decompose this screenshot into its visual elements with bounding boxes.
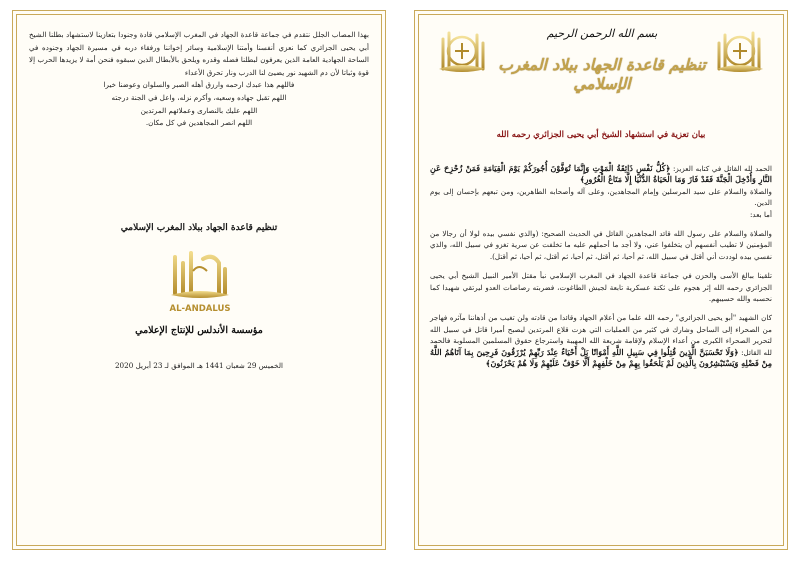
dua-line-3: اللهم عليك بالنصارى وعملائهم المرتدين — [140, 105, 258, 115]
document-page-right — [414, 10, 788, 550]
intro-text: الحمد لله القائل في كتابه العزيز: — [672, 164, 772, 173]
organization-signature: تنظيم قاعدة الجهاد ببلاد المغرب الإسلامي — [120, 223, 278, 233]
basmala: بسم الله الرحمن الرحيم — [546, 27, 658, 40]
statement-title: بيان تعزية في استشهاد الشيخ أبي يحيى الجزائري رحمه الله — [496, 129, 706, 139]
right-page-body — [430, 163, 772, 378]
biography-block — [430, 312, 772, 369]
news-paragraph: تلقينا ببالغ الأسى والحزن في جماعة قاعدة الجهاد في المغرب الإسلامي نبأ مقتل الأمير النبيل الشيخ أبي يحيى الجزائري رحمه الله إثر هجوم على ثكنة عسكرية تابعة لجيش الطاغوت، فضربته رصاصات العدو ليرتقي شهيدا كما نحسبه والله حسيبهم. — [430, 271, 772, 304]
statement-date: الخميس 29 شعبان 1441 هـ الموافق لـ 23 أبريل 2020 — [114, 361, 284, 370]
intro-block — [430, 163, 772, 220]
quran-verse-1: ﴿كُلُّ نَفْسٍ ذَائِقَةُ الْمَوْتِ وَإِنَّمَا تُوَفَّوْنَ أُجُورَكُمْ يَوْمَ الْقِيَامَةِ فَمَنْ زُحْزِحَ عَنِ النَّارِ وَأُدْخِلَ الْجَنَّةَ فَقَدْ فَازَ وَمَا الْحَيَاةُ الدُّنْيَا إِلَّا مَتَاعُ الْغُرُورِ﴾ — [430, 163, 772, 185]
condolence-paragraph: بهذا المصاب الجلل نتقدم في جماعة قاعدة الجهاد في المغرب الإسلامي قادة وجنودا بتعازينا لاستشهاد بطلنا الشيخ أبي يحيى الجزائري كما نعزي أنفسنا وأمتنا الإسلامية وسائر إخواننا ورفقاء دربه في مسيرة الجهاد وجنوده في الساحة الجهادية العامة الذين يعرفون لبطلنا فضله وقدره ويلحق بالأبطال الذين سبقوه فنحن أمة لا يزيدها الحرب إلا قوة وثباتا لأن دم الشهيد نور يضيئ لنا الدرب ونار تحرق الأعداء — [29, 30, 369, 77]
media-foundation-name: مؤسسة الأندلس للإنتاج الإعلامي — [135, 325, 263, 336]
quran-verse-2: ﴿وَلَا تَحْسَبَنَّ الَّذِينَ قُتِلُوا فِي سَبِيلِ اللَّهِ أَمْوَاتًا بَلْ أَحْيَاءٌ عِنْدَ رَبِّهِمْ يُرْزَقُونَ فَرِحِينَ بِمَا آتَاهُمُ اللَّهُ مِنْ فَضْلِهِ وَيَسْتَبْشِرُونَ بِالَّذِينَ لَمْ يَلْحَقُوا بِهِمْ مِنْ خَلْفِهِمْ أَلَّا خَوْفٌ عَلَيْهِمْ وَلَا هُمْ يَحْزَنُونَ﴾ — [430, 346, 772, 369]
al-andalus-logo — [163, 249, 237, 319]
al-andalus-logo-text: AL-ANDALUS — [169, 304, 231, 314]
amma-baad-text: أما بعد: — [750, 209, 772, 219]
left-page-body — [29, 29, 369, 130]
biography-text: كان الشهيد "أبو يحيى الجزائري" رحمه الله علما من أعلام الجهاد وقائدا من قادته ولن تغيب من أذهاننا مآثره فهاجر من الصحراء إلى الساحل وشارك في كثير من العمليات التي هزت قلاع المرتدين ليصبح أميرا قاتل في سبيل الله لتحرير الصحراء الكبرى من أعداء الإسلام ولإقامة شريعة الله المهيبة واسترجاع حقوق المسلمين المسلوبة فالحمد لله القائل: — [430, 313, 772, 357]
organization-banner: تنظيم قاعدة الجهاد ببلاد المغرب الإسلامي — [498, 55, 706, 93]
dua-line-2: اللهم تقبل جهاده وسعيه، وأكرم نزله، واعل في الجنة درجته — [111, 92, 287, 102]
document-page-left — [12, 10, 386, 550]
dua-line-4: اللهم انصر المجاهدين في كل مكان. — [145, 118, 253, 128]
salutation-text: والصلاة والسلام على سيد المرسلين وإمام المجاهدين، وعلى آله وأصحابه الطاهرين، ومن تبعهم بإحسان إلى يوم الدين. — [430, 186, 772, 208]
hadith-paragraph: والصلاة والسلام على رسول الله قائد المجاهدين القائل في الحديث الصحيح: (والذي نفسي بيده لولا أن رجالا من المؤمنين لا تطيب أنفسهم أن يتخلفوا عني، ولا أجد ما أحملهم عليه ما تخلفت عن سرية تغزو في سبيل الله، والذي نفسي بيده لوددت أني أقتل في سبيل الله، ثم أحيا، ثم أقتل، ثم أحيا، ثم أقتل، ثم أحيا، ثم أقتل). — [430, 229, 772, 261]
dua-line-1: فاللهم هذا عبدك ارحمه وارزق أهله الصبر والسلوان وعوضنا خيرا — [103, 80, 295, 90]
